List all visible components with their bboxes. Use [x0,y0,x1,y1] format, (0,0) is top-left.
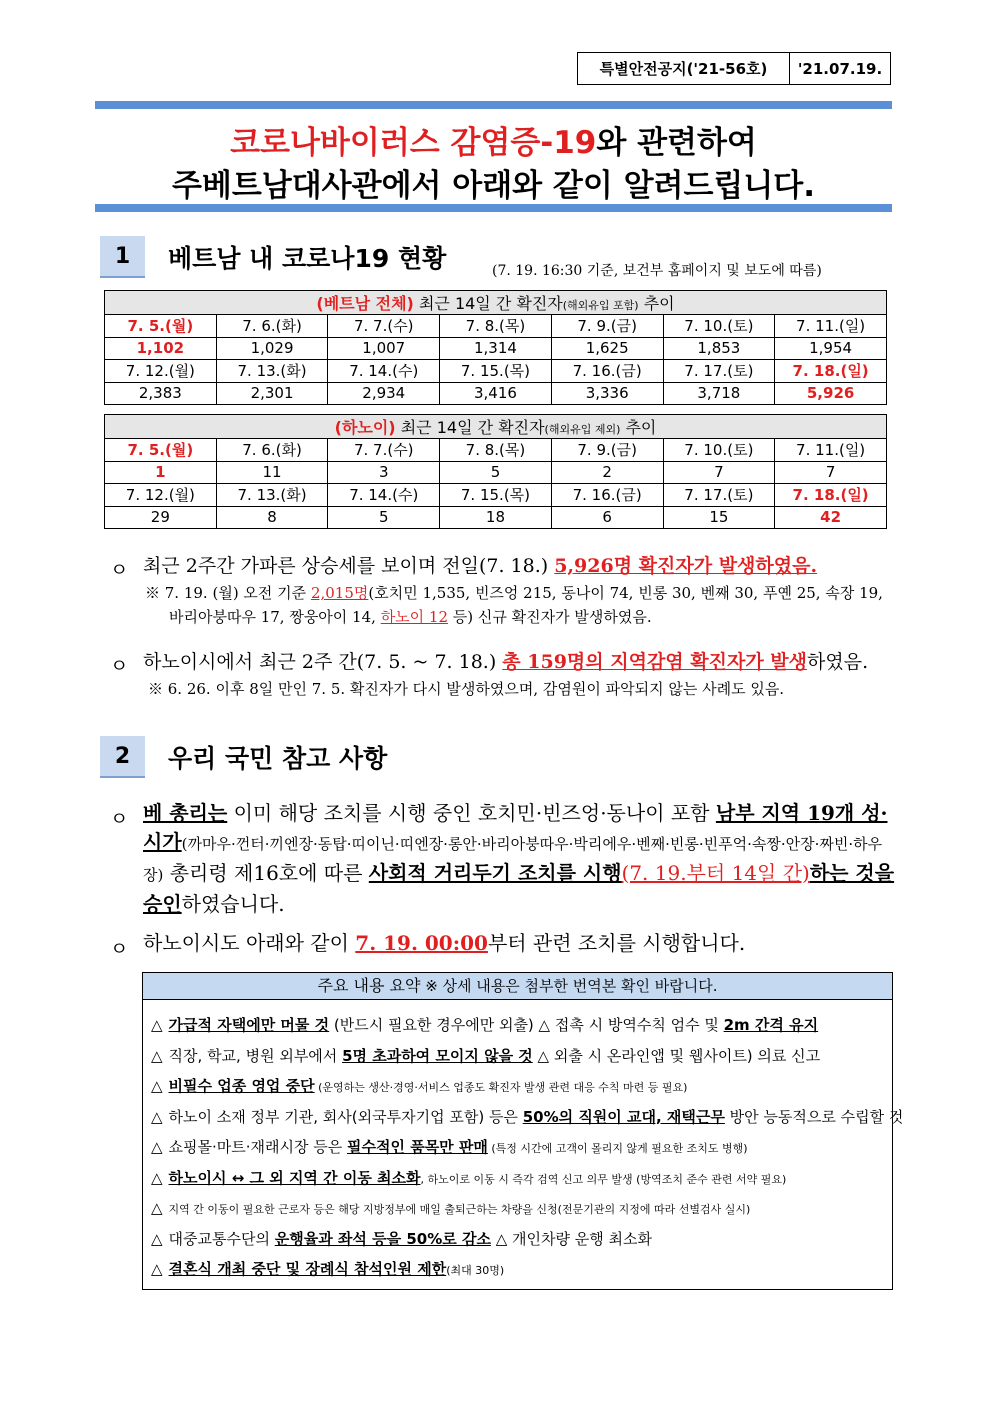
table-row: 7. 5.(월) 7. 6.(화) 7. 7.(수) 7. 8.(목) 7. 9.(금) 7. 10.(토) 7. 11.(일) [105,315,887,338]
section1-note: (7. 19. 16:30 기준, 보건부 홈페이지 및 보도에 따름) [492,263,822,279]
table-row: 1,102 1,029 1,007 1,314 1,625 1,853 1,954 [105,337,887,360]
section2-title: 우리 국민 참고 사항 [168,744,388,773]
bullet1-note: ※ 7. 19. (월) 오전 기준 2,015명(호치민 1,535, 빈즈엉 215, 동나이 74, 빈롱 30, 벤째 30, 푸옌 25, 속장 19, 바리아붕따우 17, 짱웅아이 14, 하노이 12 등) 신규 확진자가 발생하였음. [145,584,883,626]
section1-number: 1 [100,236,145,278]
list-item: △ 직장, 학교, 병원 외부에서 5명 초과하여 모이지 않을 것 △ 외출 시 온라인앱 및 웹사이트) 의료 신고 [151,1046,821,1065]
list-item: △ 지역 간 이동이 필요한 근로자 등은 해당 지방정부에 매일 출퇴근하는 차량을 신청(전문기관의 지정에 따라 선별검사 실시) [151,1199,751,1217]
title-line2: 주베트남대사관에서 아래와 같이 알려드립니다. [171,168,816,204]
bullet3-text: 베 총리는 이미 해당 조치를 시행 중인 호치민·빈즈엉·동나이 포함 남부 지역 19개 성·시가(까마우·껀터·끼엔장·동탑·띠이닌·띠엔장·롱안·바리아붕따우·박리에우·벤째·빈롱·빈푸억·속짱·안장·짜빈·하우장) 총리령 제16호에 따른 사회적 거리두기 조치를 시행(7. 19.부터 14일 간)하는 것을 승인하였습니다. [143,801,895,916]
list-item: △ 대중교통수단의 운행율과 좌석 등을 50%로 감소 △ 개인차량 운행 최소화 [151,1229,652,1248]
table-title: (베트남 전체) 최근 14일 간 확진자(해외유입 포함) 추이 [105,291,887,315]
section2-number: 2 [100,736,145,778]
list-item: △ 쇼핑몰·마트·재래시장 등은 필수적인 품목만 판매 (특정 시간에 고객이 몰리지 않게 필요한 조치도 병행) [151,1138,748,1156]
notice-number: 특별안전공지('21-56호) [578,53,790,84]
table-row: 29 8 5 18 6 15 42 [105,506,887,529]
table-row: 1 11 3 5 2 7 7 [105,461,887,484]
list-item: △ 하노이시 ↔ 그 외 지역 간 이동 최소화, 하노이로 이동 시 즉각 검역 신고 의무 발생 (방역조치 준수 관련 서약 필요) [151,1168,787,1187]
table-title: (하노이) 최근 14일 간 확진자(해외유입 제외) 추이 [105,415,887,439]
table-row: 7. 12.(월) 7. 13.(화) 7. 14.(수) 7. 15.(목) 7. 16.(금) 7. 17.(토) 7. 18.(일) [105,360,887,383]
bottom-divider [95,204,892,212]
summary-header: 주요 내용 요약 ※ 상세 내용은 첨부한 번역본 확인 바랍니다. [143,973,892,1000]
bullet-marker: ㅇ [110,938,129,960]
title-rest: 와 관련하여 [596,125,757,161]
notice-date: '21.07.19. [797,59,883,78]
table-row: 2,383 2,301 2,934 3,416 3,336 3,718 5,926 [105,382,887,405]
section1-header [100,236,446,278]
bullet1-text: 최근 2주간 가파른 상승세를 보이며 전일(7. 18.) 5,926명 확진자가 발생하였음. [143,555,818,577]
bullet-marker: ㅇ [110,808,129,830]
list-item: △ 가급적 자택에만 머물 것 (반드시 필요한 경우에만 외출) △ 접촉 시 방역수칙 엄수 및 2m 간격 유지 [151,1016,819,1034]
table-row: 7. 12.(월) 7. 13.(화) 7. 14.(수) 7. 15.(목) 7. 16.(금) 7. 17.(토) 7. 18.(일) [105,484,887,507]
bullet2-note: ※ 6. 26. 이후 8일 만인 7. 5. 확진자가 다시 발생하였으며, 감염원이 파악되지 않는 사례도 있음. [148,680,785,698]
notice-box [577,52,891,85]
title-red: 코로나바이러스 감염증-19 [230,125,597,161]
section2-header [100,736,387,778]
hanoi-cases-table [104,414,887,529]
summary-list [143,1000,904,1285]
page-title [95,122,892,208]
list-item: △ 하노이 소재 정부 기관, 회사(외국투자기업 포함) 등은 50%의 직원이 교대, 재택근무 방안 능동적으로 수립할 것 [151,1107,904,1126]
top-divider [95,101,892,109]
bullet-marker: ㅇ [110,655,129,677]
bullet-marker: ㅇ [110,559,129,581]
table-row: 7. 5.(월) 7. 6.(화) 7. 7.(수) 7. 8.(목) 7. 9.(금) 7. 10.(토) 7. 11.(일) [105,439,887,462]
bullet2-text: 하노이시에서 최근 2주 간(7. 5. ~ 7. 18.) 총 159명의 지역감염 확진자가 발생하였음. [143,651,869,673]
summary-box [142,972,904,1290]
section1-title: 베트남 내 코로나19 현황 [168,244,447,273]
list-item: △ 비필수 업종 영업 중단 (운영하는 생산·경영·서비스 업종도 확진자 발생 관련 대응 수칙 마련 등 필요) [151,1077,688,1095]
vietnam-cases-table [104,290,887,405]
list-item: △ 결혼식 개최 중단 및 장례식 참석인원 제한(최대 30명) [151,1260,505,1278]
bullet4-text: 하노이시도 아래와 같이 7. 19. 00:00부터 관련 조치를 시행합니다. [143,931,746,955]
